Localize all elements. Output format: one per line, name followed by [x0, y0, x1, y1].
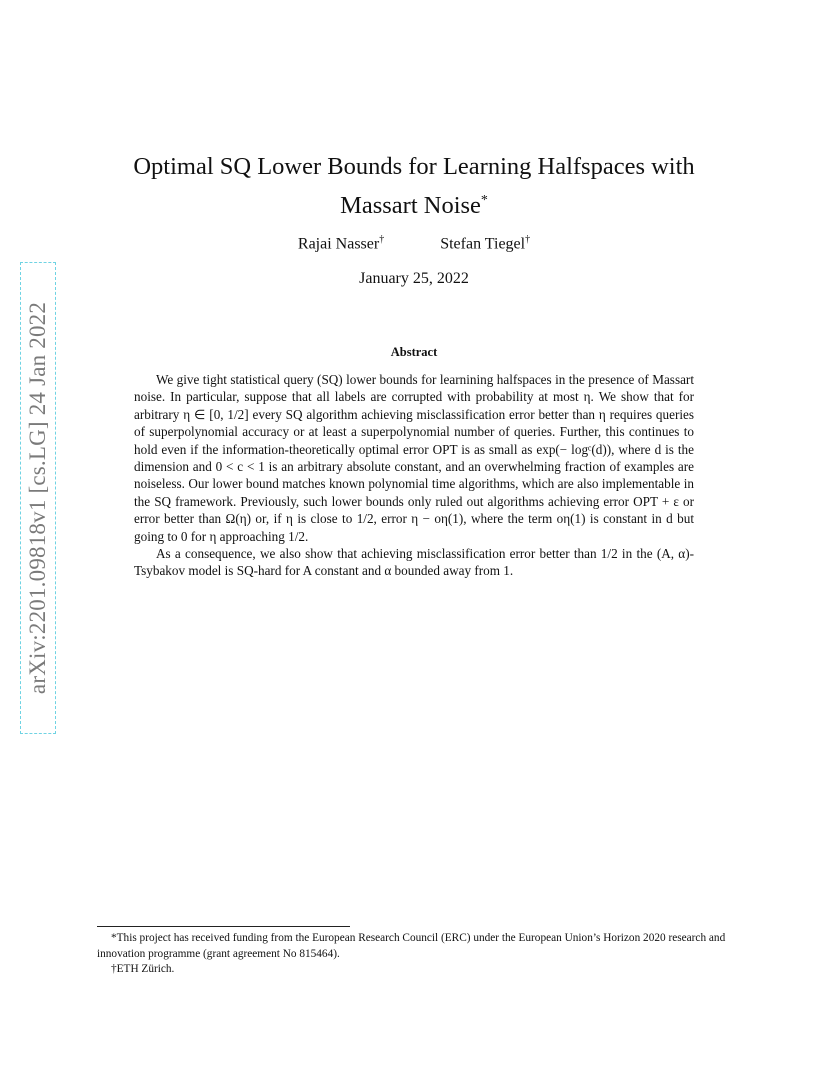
abstract-paragraph: We give tight statistical query (SQ) lower bounds for learnining halfspaces in the presence of Massart noise. In particular, suppose that all labels are corrupted with probability at most η. We show that for arbitrary η ∈ [0, 1/2] every SQ algorithm achieving misclassification error better than η requires queries of superpolynomial accuracy or at least a superpolynomial number of queries. Further, this continues to hold even if the information-theoretically optimal error OPT is as small as exp(− logᶜ(d)), where d is the dimension and 0 < c < 1 is an arbitrary absolute constant, and an overwhelming fraction of examples are noiseless. Our lower bound matches known polynomial time algorithms, which are also implementable in the SQ framework. Previously, such lower bounds only ruled out algorithms achieving error OPT + ε or error better than Ω(η) or, if η is close to 1/2, error η − oη(1), where the term oη(1) is constant in d but going to 0 for η approaching 1/2.	[134, 372, 694, 544]
paper-date: January 25, 2022	[359, 270, 469, 287]
author-name: Stefan Tiegel	[440, 235, 526, 253]
arxiv-stamp	[20, 262, 56, 734]
author	[440, 234, 530, 253]
author	[298, 234, 384, 253]
footnote-funding: *This project has received funding from the European Research Council (ERC) under the European Union’s Horizon 2020 research and innovation programme (grant agreement No 815464).	[97, 932, 726, 960]
footnote-rule	[97, 926, 350, 927]
abstract-heading: Abstract	[390, 345, 438, 359]
author-name: Rajai Nasser	[297, 235, 380, 253]
title-footnote-mark: *	[480, 193, 488, 208]
author-affiliation-mark: †	[525, 234, 531, 245]
footnote-affiliation: †ETH Zürich.	[111, 963, 175, 975]
abstract-paragraph: As a consequence, we also show that achieving misclassification error better than 1/2 in the (A, α)-Tsybakov model is SQ-hard for A constant and α bounded away from 1.	[134, 546, 694, 579]
abstract-body	[134, 371, 694, 580]
paper-title	[100, 150, 728, 223]
arxiv-identifier: arXiv:2201.09818v1 [cs.LG] 24 Jan 2022	[25, 301, 50, 695]
paper-title-text: Optimal SQ Lower Bounds for Learning Halfspaces with Massart Noise	[133, 153, 695, 220]
author-affiliation-mark: †	[379, 234, 385, 245]
author-list	[0, 234, 828, 253]
footnotes	[97, 931, 737, 978]
